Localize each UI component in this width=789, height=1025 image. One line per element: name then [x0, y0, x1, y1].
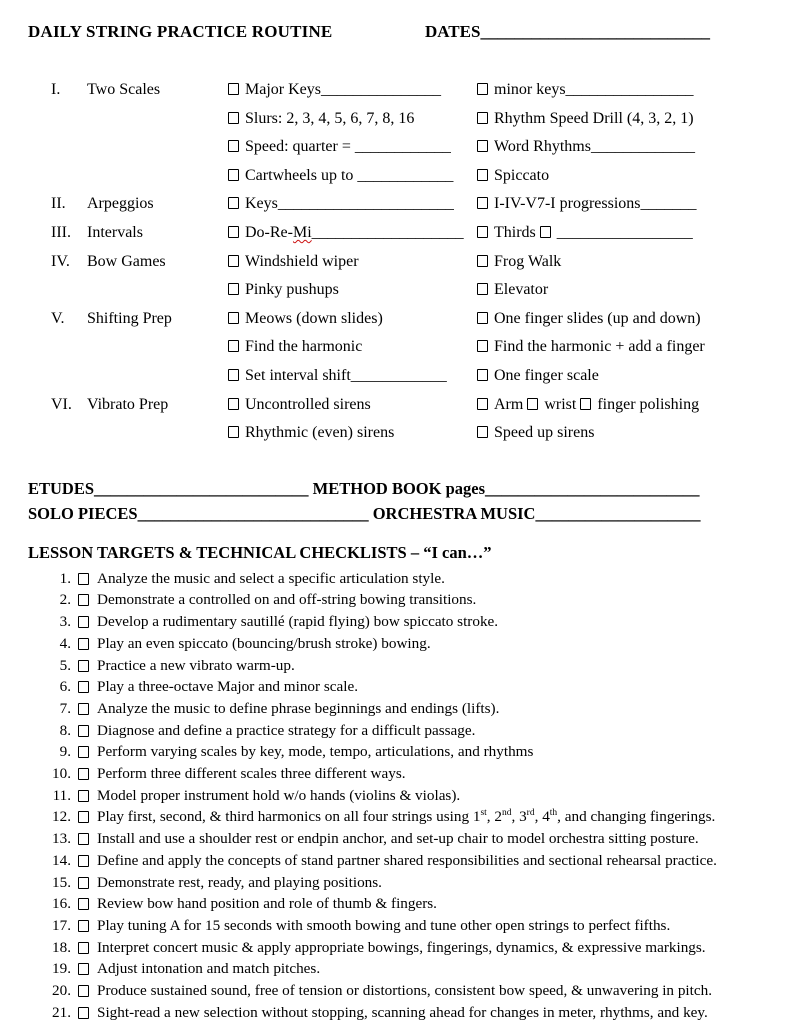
checkbox-icon	[78, 942, 89, 954]
item-text: Review bow hand position and role of thumb & fingers.	[97, 895, 437, 913]
item-text: Interpret concert music & apply appropriate bowings, fingerings, dynamics, & expressive markings.	[97, 938, 706, 956]
checkbox-icon	[477, 140, 488, 152]
routine-item: Speed up sirens	[477, 419, 789, 448]
section-label	[87, 276, 228, 305]
item-number: 4.	[59, 634, 71, 652]
section-label	[87, 333, 228, 362]
routine-item: Windshield wiper	[228, 248, 477, 277]
section-numeral: III.	[51, 223, 71, 241]
assignments	[28, 476, 789, 526]
routine-row	[51, 276, 789, 305]
checkbox-icon	[78, 811, 89, 823]
routine-row	[51, 190, 789, 219]
item-number: 19.	[52, 960, 71, 978]
routine-item: Cartwheels up to ____________	[228, 162, 477, 191]
routine-item: One finger scale	[477, 362, 789, 391]
item-text: Diagnose and define a practice strategy for a difficult passage.	[97, 721, 476, 739]
checklist-item	[28, 893, 789, 915]
checkbox-icon	[228, 169, 239, 181]
checkbox-icon	[477, 283, 488, 295]
routine-item: Set interval shift____________	[228, 362, 477, 391]
item-number: 17.	[52, 916, 71, 934]
item-text: Perform three different scales three different ways.	[97, 765, 406, 783]
checkbox-icon	[78, 1007, 89, 1019]
dates-blank-line: ___________________________	[480, 22, 710, 41]
page-title: DAILY STRING PRACTICE ROUTINE	[28, 22, 333, 41]
checkbox-icon	[477, 398, 488, 410]
routine-row	[51, 305, 789, 334]
checkbox-icon	[228, 226, 239, 238]
item-text: Adjust intonation and match pitches.	[97, 960, 321, 978]
checkbox-icon	[228, 312, 239, 324]
item-number: 18.	[52, 938, 71, 956]
checkbox-icon	[228, 340, 239, 352]
fill-in-blank: ____________________________	[137, 503, 369, 523]
routine-item: Rhythmic (even) sirens	[228, 419, 477, 448]
checklist-item	[28, 937, 789, 959]
item-text: Demonstrate rest, ready, and playing positions.	[97, 873, 382, 891]
item-number: 7.	[59, 699, 71, 717]
routine-row	[51, 391, 789, 420]
misspelled-word: Mi	[292, 223, 312, 241]
checkbox-icon	[78, 790, 89, 802]
checkbox-icon	[580, 398, 591, 410]
item-number: 21.	[52, 1003, 71, 1021]
checkbox-icon	[78, 660, 89, 672]
dates-label: DATES	[425, 22, 481, 41]
item-text: Play a three-octave Major and minor scale.	[97, 678, 359, 696]
checkbox-icon	[477, 340, 488, 352]
checkbox-icon	[228, 369, 239, 381]
checkbox-icon	[228, 255, 239, 267]
section-numeral: V.	[51, 309, 65, 327]
checklist-item	[28, 872, 789, 894]
routine-item: Speed: quarter = ____________	[228, 133, 477, 162]
checklist	[28, 568, 789, 1024]
item-text: Develop a rudimentary sautillé (rapid flying) bow spiccato stroke.	[97, 613, 499, 631]
item-text: Produce sustained sound, free of tension or distortions, consistent bow speed, & unwavering in pitch.	[97, 982, 712, 1000]
section-numeral	[51, 276, 87, 305]
item-text: Play first, second, & third harmonics on all four strings using 1st, 2nd, 3rd, 4th, and changing fingerings.	[97, 808, 716, 826]
checkbox-icon	[228, 426, 239, 438]
item-number: 20.	[52, 982, 71, 1000]
routine-row	[51, 248, 789, 277]
checkbox-icon	[477, 197, 488, 209]
checkbox-icon	[78, 963, 89, 975]
routine-row	[51, 133, 789, 162]
checkbox-icon	[228, 140, 239, 152]
checkbox-icon	[78, 594, 89, 606]
item-number: 10.	[52, 765, 71, 783]
checklist-item	[28, 568, 789, 590]
checkbox-icon	[78, 768, 89, 780]
section-numeral	[51, 362, 87, 391]
fill-in-blank: ____________	[350, 366, 447, 384]
routine-row	[51, 76, 789, 105]
routine-item: Find the harmonic	[228, 333, 477, 362]
checkbox-icon	[228, 283, 239, 295]
section-label	[87, 419, 228, 448]
item-number: 3.	[59, 613, 71, 631]
item-text: Play an even spiccato (bouncing/brush stroke) bowing.	[97, 634, 431, 652]
checklist-item	[28, 915, 789, 937]
section-numeral	[51, 105, 87, 134]
checkbox-icon	[78, 573, 89, 585]
item-number: 6.	[59, 678, 71, 696]
section-numeral: VI.	[51, 395, 72, 413]
checklist-item	[28, 676, 789, 698]
checklist-heading: LESSON TARGETS & TECHNICAL CHECKLISTS – “I can…”	[28, 542, 492, 562]
fill-in-blank: ________________	[565, 81, 694, 98]
routine-row	[51, 362, 789, 391]
item-text: Define and apply the concepts of stand partner shared responsibilities and sectional rehearsal practice.	[97, 851, 717, 869]
checkbox-icon	[477, 112, 488, 124]
routine-item: Major Keys_______________	[228, 76, 477, 105]
checklist-item	[28, 720, 789, 742]
checkbox-icon	[477, 255, 488, 267]
routine-item: Rhythm Speed Drill (4, 3, 2, 1)	[477, 105, 789, 134]
item-number: 2.	[59, 591, 71, 609]
section-numeral	[51, 133, 87, 162]
section-numeral	[51, 419, 87, 448]
checkbox-icon	[527, 398, 538, 410]
ordinal-superscript: nd	[501, 808, 512, 819]
item-number: 14.	[52, 851, 71, 869]
section-numeral: IV.	[51, 252, 70, 270]
item-text: Analyze the music to define phrase beginnings and endings (lifts).	[97, 699, 500, 717]
section-label: Arpeggios	[87, 195, 154, 213]
routine-item: Elevator	[477, 276, 789, 305]
item-number: 9.	[59, 743, 71, 761]
section-label	[87, 362, 228, 391]
ordinal-superscript: rd	[526, 808, 535, 819]
checklist-item	[28, 806, 789, 828]
section-label: Vibrato Prep	[87, 395, 169, 413]
section-numeral	[51, 333, 87, 362]
checkbox-icon	[228, 83, 239, 95]
checklist-item	[28, 611, 789, 633]
assignment-label: ORCHESTRA MUSIC	[368, 503, 536, 523]
section-label: Bow Games	[87, 252, 166, 270]
checkbox-icon	[477, 312, 488, 324]
routine-row	[51, 162, 789, 191]
checkbox-icon	[78, 725, 89, 737]
checkbox-icon	[477, 426, 488, 438]
routine-row	[51, 419, 789, 448]
item-text: Install and use a shoulder rest or endpin anchor, and set-up chair to model orchestra sitting posture.	[97, 830, 699, 848]
checklist-item	[28, 785, 789, 807]
checkbox-icon	[78, 920, 89, 932]
routine-item: Thirds _________________	[477, 219, 789, 248]
routine-item: Keys______________________	[228, 190, 477, 219]
checkbox-icon	[78, 681, 89, 693]
item-number: 12.	[52, 808, 71, 826]
routine-item: Pinky pushups	[228, 276, 477, 305]
routine-item: Spiccato	[477, 162, 789, 191]
checkbox-icon	[477, 169, 488, 181]
checkbox-icon	[78, 833, 89, 845]
checklist-item	[28, 741, 789, 763]
fill-in-blank: _______	[640, 195, 697, 213]
checklist-item	[28, 763, 789, 785]
checklist-item	[28, 958, 789, 980]
routine-item: I-IV-V7-I progressions_______	[477, 190, 789, 219]
fill-in-blank: ____________________	[535, 503, 701, 523]
assignment-label: SOLO PIECES	[28, 503, 138, 523]
routine-row	[51, 219, 789, 248]
section-numeral	[51, 162, 87, 191]
routine-item: Slurs: 2, 3, 4, 5, 6, 7, 8, 16	[228, 105, 477, 134]
item-text: Practice a new vibrato warm-up.	[97, 656, 295, 674]
section-label	[87, 162, 228, 191]
item-text: Analyze the music and select a specific articulation style.	[97, 569, 445, 587]
item-number: 5.	[59, 656, 71, 674]
checklist-item	[28, 698, 789, 720]
item-number: 13.	[52, 830, 71, 848]
routine-item: Meows (down slides)	[228, 305, 477, 334]
item-text: Model proper instrument hold w/o hands (violins & violas).	[97, 786, 461, 804]
document-header	[28, 22, 789, 42]
checkbox-icon	[78, 898, 89, 910]
routine-item: Do-Re-Mi___________________	[228, 219, 477, 248]
checklist-item	[28, 980, 789, 1002]
assignment-line	[28, 476, 789, 501]
ordinal-superscript: th	[549, 808, 558, 819]
fill-in-blank: ____________	[354, 138, 451, 156]
section-numeral: II.	[51, 195, 66, 213]
ordinal-superscript: st	[480, 808, 487, 819]
item-text: Perform varying scales by key, mode, tempo, articulations, and rhythms	[97, 743, 534, 761]
checkbox-icon	[78, 703, 89, 715]
checkbox-icon	[78, 985, 89, 997]
item-number: 11.	[52, 786, 71, 804]
checklist-item	[28, 828, 789, 850]
checkbox-icon	[540, 226, 551, 238]
checkbox-icon	[78, 855, 89, 867]
item-text: Sight-read a new selection without stopping, scanning ahead for changes in meter, rhythms, and key.	[97, 1003, 708, 1021]
checkbox-icon	[228, 398, 239, 410]
section-label	[87, 133, 228, 162]
routine-row	[51, 105, 789, 134]
fill-in-blank: ____________	[357, 166, 454, 184]
routine-item: Uncontrolled sirens	[228, 391, 477, 420]
item-text: Play tuning A for 15 seconds with smooth bowing and tune other open strings to perfect fifths.	[97, 916, 671, 934]
checkbox-icon	[228, 197, 239, 209]
item-number: 16.	[52, 895, 71, 913]
routine-item: Frog Walk	[477, 248, 789, 277]
checkbox-icon	[477, 369, 488, 381]
routine-item: Word Rhythms_____________	[477, 133, 789, 162]
checkbox-icon	[78, 638, 89, 650]
checkbox-icon	[228, 112, 239, 124]
checkbox-icon	[78, 877, 89, 889]
fill-in-blank: __________________________	[485, 478, 700, 498]
routine-item: Arm wrist finger polishing	[477, 391, 789, 420]
checklist-item	[28, 655, 789, 677]
routine-item: Find the harmonic + add a finger	[477, 333, 789, 362]
assignment-line	[28, 501, 789, 526]
checklist-item	[28, 1002, 789, 1024]
routine-table	[28, 76, 789, 448]
fill-in-blank: _________________	[556, 223, 693, 241]
fill-in-blank: __________________________	[94, 478, 309, 498]
assignment-label: METHOD BOOK pages	[308, 478, 486, 498]
section-label	[87, 105, 228, 134]
section-label: Intervals	[87, 223, 143, 241]
fill-in-blank: _____________	[590, 138, 695, 156]
item-number: 1.	[59, 569, 71, 587]
assignment-label: ETUDES	[28, 478, 95, 498]
item-text: Demonstrate a controlled on and off-string bowing transitions.	[97, 591, 477, 609]
checkbox-icon	[78, 746, 89, 758]
routine-item: One finger slides (up and down)	[477, 305, 789, 334]
checkbox-icon	[78, 616, 89, 628]
section-label: Two Scales	[87, 81, 161, 98]
section-label: Shifting Prep	[87, 309, 172, 327]
fill-in-blank: ______________________	[277, 195, 454, 213]
item-number: 15.	[52, 873, 71, 891]
fill-in-blank: _______________	[320, 81, 441, 98]
fill-in-blank: ___________________	[311, 223, 464, 241]
checklist-item	[28, 850, 789, 872]
section-numeral: I.	[51, 81, 61, 98]
item-number: 8.	[59, 721, 71, 739]
checkbox-icon	[477, 83, 488, 95]
checkbox-icon	[477, 226, 488, 238]
routine-item: minor keys________________	[477, 76, 789, 105]
checklist-item	[28, 633, 789, 655]
routine-row	[51, 333, 789, 362]
checklist-item	[28, 589, 789, 611]
